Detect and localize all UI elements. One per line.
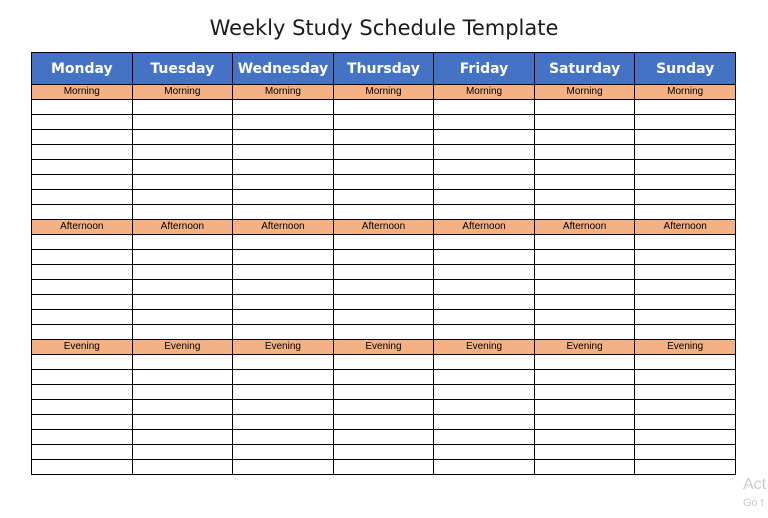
slot-cell-friday[interactable]	[434, 370, 535, 385]
slot-cell-friday[interactable]	[434, 400, 535, 415]
slot-cell-friday[interactable]	[434, 160, 535, 175]
slot-cell-wednesday[interactable]	[233, 370, 334, 385]
slot-cell-thursday[interactable]	[333, 355, 434, 370]
slot-cell-thursday[interactable]	[333, 280, 434, 295]
slot-cell-saturday[interactable]	[534, 370, 635, 385]
slot-cell-wednesday[interactable]	[233, 145, 334, 160]
slot-cell-monday[interactable]	[32, 160, 133, 175]
slot-cell-friday[interactable]	[434, 190, 535, 205]
slot-cell-monday[interactable]	[32, 355, 133, 370]
slot-cell-wednesday[interactable]	[233, 295, 334, 310]
slot-cell-wednesday[interactable]	[233, 115, 334, 130]
slot-cell-saturday[interactable]	[534, 310, 635, 325]
slot-cell-saturday[interactable]	[534, 385, 635, 400]
slot-cell-thursday[interactable]	[333, 385, 434, 400]
slot-cell-monday[interactable]	[32, 130, 133, 145]
section-label-afternoon-wednesday: Afternoon	[233, 220, 334, 235]
activation-watermark	[743, 476, 766, 512]
slot-row	[32, 280, 736, 295]
slot-cell-tuesday[interactable]	[132, 385, 233, 400]
slot-cell-thursday[interactable]	[333, 400, 434, 415]
slot-cell-sunday[interactable]	[635, 445, 736, 460]
slot-cell-monday[interactable]	[32, 325, 133, 340]
slot-row	[32, 430, 736, 445]
slot-cell-saturday[interactable]	[534, 205, 635, 220]
slot-row	[32, 145, 736, 160]
slot-cell-sunday[interactable]	[635, 130, 736, 145]
slot-row	[32, 100, 736, 115]
slot-row	[32, 385, 736, 400]
slot-cell-friday[interactable]	[434, 310, 535, 325]
slot-row	[32, 370, 736, 385]
slot-row	[32, 175, 736, 190]
slot-cell-tuesday[interactable]	[132, 190, 233, 205]
slot-cell-saturday[interactable]	[534, 325, 635, 340]
slot-cell-wednesday[interactable]	[233, 250, 334, 265]
slot-cell-wednesday[interactable]	[233, 385, 334, 400]
section-label-morning-thursday: Morning	[333, 85, 434, 100]
slot-cell-wednesday[interactable]	[233, 100, 334, 115]
slot-cell-tuesday[interactable]	[132, 115, 233, 130]
slot-cell-friday[interactable]	[434, 145, 535, 160]
slot-cell-monday[interactable]	[32, 250, 133, 265]
section-label-afternoon-friday: Afternoon	[434, 220, 535, 235]
slot-cell-thursday[interactable]	[333, 160, 434, 175]
slot-cell-wednesday[interactable]	[233, 325, 334, 340]
slot-cell-sunday[interactable]	[635, 400, 736, 415]
slot-cell-wednesday[interactable]	[233, 235, 334, 250]
section-label-evening-friday: Evening	[434, 340, 535, 355]
section-label-morning-friday: Morning	[434, 85, 535, 100]
day-header-row	[32, 53, 736, 85]
slot-cell-monday[interactable]	[32, 385, 133, 400]
section-label-afternoon-tuesday: Afternoon	[132, 220, 233, 235]
watermark-line-2: Go t	[743, 497, 764, 509]
section-label-morning-tuesday: Morning	[132, 85, 233, 100]
slot-row	[32, 235, 736, 250]
slot-cell-wednesday[interactable]	[233, 430, 334, 445]
slot-cell-thursday[interactable]	[333, 190, 434, 205]
slot-cell-monday[interactable]	[32, 295, 133, 310]
slot-cell-friday[interactable]	[434, 325, 535, 340]
slot-cell-friday[interactable]	[434, 265, 535, 280]
slot-cell-friday[interactable]	[434, 280, 535, 295]
slot-cell-friday[interactable]	[434, 115, 535, 130]
slot-cell-tuesday[interactable]	[132, 100, 233, 115]
slot-cell-tuesday[interactable]	[132, 370, 233, 385]
slot-cell-sunday[interactable]	[635, 205, 736, 220]
slot-cell-thursday[interactable]	[333, 175, 434, 190]
section-label-afternoon-thursday: Afternoon	[333, 220, 434, 235]
slot-cell-monday[interactable]	[32, 310, 133, 325]
slot-cell-saturday[interactable]	[534, 295, 635, 310]
day-header-tuesday: Tuesday	[132, 53, 233, 85]
slot-cell-sunday[interactable]	[635, 310, 736, 325]
slot-row	[32, 325, 736, 340]
slot-cell-monday[interactable]	[32, 415, 133, 430]
section-label-afternoon-saturday: Afternoon	[534, 220, 635, 235]
slot-cell-wednesday[interactable]	[233, 460, 334, 475]
day-header-sunday: Sunday	[635, 53, 736, 85]
slot-cell-saturday[interactable]	[534, 130, 635, 145]
section-label-afternoon-sunday: Afternoon	[635, 220, 736, 235]
slot-cell-sunday[interactable]	[635, 325, 736, 340]
section-label-afternoon-monday: Afternoon	[32, 220, 133, 235]
slot-cell-sunday[interactable]	[635, 370, 736, 385]
slot-cell-tuesday[interactable]	[132, 235, 233, 250]
slot-cell-saturday[interactable]	[534, 445, 635, 460]
slot-cell-thursday[interactable]	[333, 445, 434, 460]
page-title: Weekly Study Schedule Template	[209, 16, 559, 40]
slot-cell-sunday[interactable]	[635, 235, 736, 250]
slot-cell-saturday[interactable]	[534, 415, 635, 430]
slot-cell-sunday[interactable]	[635, 385, 736, 400]
slot-cell-sunday[interactable]	[635, 115, 736, 130]
slot-row	[32, 445, 736, 460]
slot-cell-wednesday[interactable]	[233, 445, 334, 460]
slot-cell-thursday[interactable]	[333, 460, 434, 475]
slot-cell-saturday[interactable]	[534, 280, 635, 295]
section-label-morning-saturday: Morning	[534, 85, 635, 100]
slot-row	[32, 310, 736, 325]
slot-cell-saturday[interactable]	[534, 250, 635, 265]
slot-cell-thursday[interactable]	[333, 100, 434, 115]
slot-cell-tuesday[interactable]	[132, 355, 233, 370]
schedule-table	[31, 52, 736, 475]
slot-cell-wednesday[interactable]	[233, 355, 334, 370]
slot-cell-sunday[interactable]	[635, 415, 736, 430]
slot-cell-wednesday[interactable]	[233, 205, 334, 220]
section-label-evening-sunday: Evening	[635, 340, 736, 355]
slot-cell-saturday[interactable]	[534, 190, 635, 205]
slot-cell-saturday[interactable]	[534, 265, 635, 280]
slot-cell-monday[interactable]	[32, 445, 133, 460]
slot-cell-monday[interactable]	[32, 190, 133, 205]
slot-cell-wednesday[interactable]	[233, 190, 334, 205]
slot-cell-sunday[interactable]	[635, 160, 736, 175]
slot-cell-friday[interactable]	[434, 385, 535, 400]
slot-cell-tuesday[interactable]	[132, 250, 233, 265]
slot-cell-monday[interactable]	[32, 280, 133, 295]
slot-cell-tuesday[interactable]	[132, 400, 233, 415]
day-header-wednesday: Wednesday	[233, 53, 334, 85]
slot-cell-monday[interactable]	[32, 400, 133, 415]
day-header-thursday: Thursday	[333, 53, 434, 85]
slot-cell-sunday[interactable]	[635, 175, 736, 190]
slot-cell-friday[interactable]	[434, 235, 535, 250]
slot-row	[32, 265, 736, 280]
slot-cell-tuesday[interactable]	[132, 325, 233, 340]
slot-cell-sunday[interactable]	[635, 295, 736, 310]
slot-cell-monday[interactable]	[32, 205, 133, 220]
slot-row	[32, 415, 736, 430]
section-row-morning	[32, 85, 736, 100]
slot-cell-saturday[interactable]	[534, 100, 635, 115]
day-header-saturday: Saturday	[534, 53, 635, 85]
slot-row	[32, 400, 736, 415]
slot-cell-saturday[interactable]	[534, 115, 635, 130]
slot-cell-saturday[interactable]	[534, 430, 635, 445]
slot-cell-friday[interactable]	[434, 430, 535, 445]
slot-cell-friday[interactable]	[434, 460, 535, 475]
slot-cell-wednesday[interactable]	[233, 415, 334, 430]
section-row-afternoon	[32, 220, 736, 235]
slot-cell-friday[interactable]	[434, 175, 535, 190]
slot-row	[32, 115, 736, 130]
slot-cell-saturday[interactable]	[534, 400, 635, 415]
slot-cell-thursday[interactable]	[333, 235, 434, 250]
slot-cell-wednesday[interactable]	[233, 130, 334, 145]
slot-cell-thursday[interactable]	[333, 295, 434, 310]
section-label-morning-wednesday: Morning	[233, 85, 334, 100]
slot-cell-saturday[interactable]	[534, 160, 635, 175]
slot-cell-tuesday[interactable]	[132, 310, 233, 325]
slot-cell-sunday[interactable]	[635, 265, 736, 280]
slot-cell-friday[interactable]	[434, 445, 535, 460]
slot-cell-monday[interactable]	[32, 265, 133, 280]
slot-cell-tuesday[interactable]	[132, 130, 233, 145]
slot-cell-sunday[interactable]	[635, 430, 736, 445]
slot-cell-saturday[interactable]	[534, 235, 635, 250]
slot-cell-monday[interactable]	[32, 115, 133, 130]
slot-cell-wednesday[interactable]	[233, 310, 334, 325]
slot-cell-thursday[interactable]	[333, 430, 434, 445]
slot-cell-friday[interactable]	[434, 295, 535, 310]
section-label-evening-saturday: Evening	[534, 340, 635, 355]
slot-cell-monday[interactable]	[32, 145, 133, 160]
slot-cell-sunday[interactable]	[635, 145, 736, 160]
section-row-evening	[32, 340, 736, 355]
slot-cell-tuesday[interactable]	[132, 280, 233, 295]
slot-row	[32, 130, 736, 145]
slot-cell-thursday[interactable]	[333, 205, 434, 220]
section-label-evening-monday: Evening	[32, 340, 133, 355]
day-header-monday: Monday	[32, 53, 133, 85]
slot-cell-tuesday[interactable]	[132, 445, 233, 460]
slot-cell-saturday[interactable]	[534, 145, 635, 160]
slot-cell-sunday[interactable]	[635, 100, 736, 115]
slot-cell-monday[interactable]	[32, 100, 133, 115]
section-label-evening-tuesday: Evening	[132, 340, 233, 355]
slot-cell-thursday[interactable]	[333, 145, 434, 160]
slot-cell-sunday[interactable]	[635, 460, 736, 475]
slot-cell-wednesday[interactable]	[233, 160, 334, 175]
slot-cell-friday[interactable]	[434, 205, 535, 220]
slot-cell-monday[interactable]	[32, 460, 133, 475]
section-label-morning-monday: Morning	[32, 85, 133, 100]
slot-cell-tuesday[interactable]	[132, 430, 233, 445]
slot-cell-wednesday[interactable]	[233, 265, 334, 280]
slot-cell-thursday[interactable]	[333, 115, 434, 130]
slot-cell-thursday[interactable]	[333, 265, 434, 280]
slot-cell-tuesday[interactable]	[132, 460, 233, 475]
slot-cell-thursday[interactable]	[333, 130, 434, 145]
slot-cell-tuesday[interactable]	[132, 175, 233, 190]
slot-row	[32, 205, 736, 220]
slot-cell-tuesday[interactable]	[132, 205, 233, 220]
slot-cell-monday[interactable]	[32, 370, 133, 385]
slot-cell-sunday[interactable]	[635, 280, 736, 295]
slot-cell-friday[interactable]	[434, 250, 535, 265]
slot-cell-sunday[interactable]	[635, 190, 736, 205]
slot-cell-sunday[interactable]	[635, 355, 736, 370]
slot-cell-monday[interactable]	[32, 430, 133, 445]
slot-cell-friday[interactable]	[434, 130, 535, 145]
slot-cell-friday[interactable]	[434, 100, 535, 115]
slot-cell-thursday[interactable]	[333, 310, 434, 325]
slot-row	[32, 355, 736, 370]
slot-cell-tuesday[interactable]	[132, 265, 233, 280]
watermark-line-1: Act	[743, 476, 767, 493]
slot-cell-thursday[interactable]	[333, 250, 434, 265]
slot-cell-saturday[interactable]	[534, 460, 635, 475]
slot-cell-saturday[interactable]	[534, 355, 635, 370]
slot-cell-wednesday[interactable]	[233, 400, 334, 415]
section-label-evening-wednesday: Evening	[233, 340, 334, 355]
slot-cell-thursday[interactable]	[333, 325, 434, 340]
slot-cell-wednesday[interactable]	[233, 280, 334, 295]
slot-row	[32, 460, 736, 475]
slot-cell-thursday[interactable]	[333, 370, 434, 385]
slot-cell-tuesday[interactable]	[132, 160, 233, 175]
day-header-friday: Friday	[434, 53, 535, 85]
slot-cell-friday[interactable]	[434, 415, 535, 430]
slot-row	[32, 295, 736, 310]
slot-cell-sunday[interactable]	[635, 250, 736, 265]
slot-cell-wednesday[interactable]	[233, 175, 334, 190]
slot-cell-tuesday[interactable]	[132, 295, 233, 310]
section-label-morning-sunday: Morning	[635, 85, 736, 100]
schedule-body	[32, 85, 736, 475]
slot-cell-monday[interactable]	[32, 175, 133, 190]
slot-cell-saturday[interactable]	[534, 175, 635, 190]
slot-cell-tuesday[interactable]	[132, 145, 233, 160]
slot-cell-tuesday[interactable]	[132, 415, 233, 430]
slot-row	[32, 160, 736, 175]
slot-cell-thursday[interactable]	[333, 415, 434, 430]
slot-cell-monday[interactable]	[32, 235, 133, 250]
slot-row	[32, 250, 736, 265]
slot-row	[32, 190, 736, 205]
slot-cell-friday[interactable]	[434, 355, 535, 370]
section-label-evening-thursday: Evening	[333, 340, 434, 355]
